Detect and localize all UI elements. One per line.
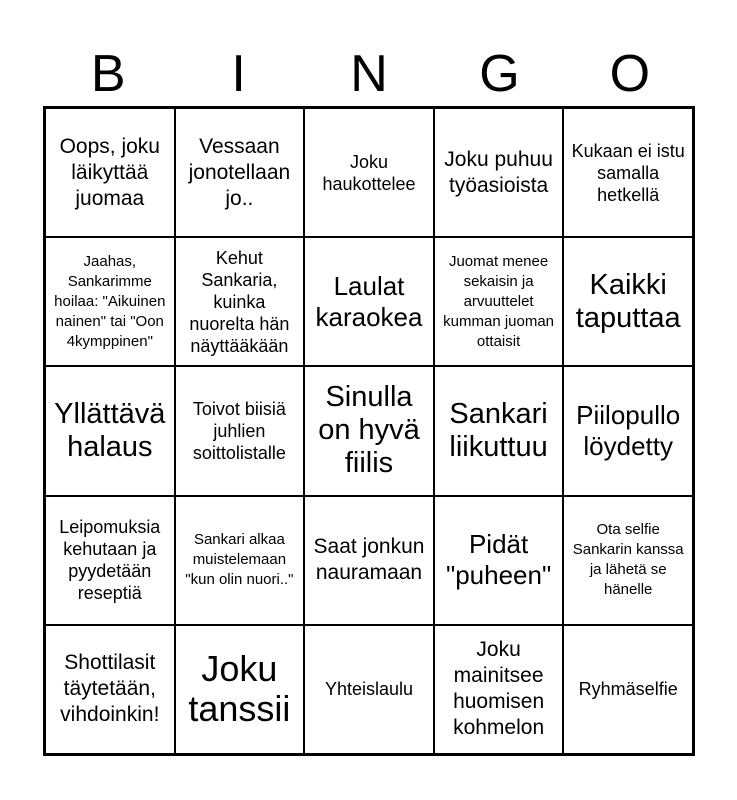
header-letter-g: G (479, 45, 520, 103)
cell-text: Joku tanssii (188, 648, 291, 730)
header-letter-b: B (90, 45, 126, 103)
cell-text: Laulat karaokea (315, 270, 423, 332)
cell-text: Oops, joku läikyttää juomaa (59, 134, 160, 210)
bingo-cell[interactable] (45, 625, 175, 754)
cell-text: Joku puhuu työasioista (444, 147, 553, 197)
cell-text: Piilopullo löydetty (576, 399, 681, 461)
bingo-cell[interactable] (304, 108, 434, 237)
cell-text: Kehut Sankaria, kuinka nuorelta hän näyttääkään (189, 247, 290, 356)
bingo-cell[interactable] (563, 496, 693, 625)
bingo-cell[interactable] (175, 496, 305, 625)
cell-text: Leipomuksia kehutaan ja pyydetään reseptiä (59, 517, 161, 604)
cell-text: Vessaan jonotellaan jo.. (188, 134, 291, 210)
bingo-cell[interactable] (304, 366, 434, 495)
cell-text: Pidät "puheen" (445, 529, 552, 591)
bingo-cell[interactable] (175, 237, 305, 366)
bingo-cell[interactable] (175, 625, 305, 754)
cell-text: Yllättävä halaus (54, 397, 166, 463)
bingo-cell[interactable] (175, 366, 305, 495)
bingo-cell[interactable] (434, 366, 564, 495)
cell-text: Shottilasit täytetään, vihdoinkin! (60, 651, 160, 727)
cell-text: Toivot biisiä juhlien soittolistalle (192, 398, 286, 463)
cell-text: Saat jonkun nauramaan (313, 535, 425, 585)
cell-text: Sankari liikuttuu (449, 397, 548, 463)
bingo-header (43, 44, 695, 104)
cell-text: Sankari alkaa muistelemaan "kun olin nuori.." (185, 531, 294, 589)
bingo-cell[interactable] (45, 366, 175, 495)
bingo-cell[interactable] (304, 496, 434, 625)
bingo-cell[interactable] (45, 237, 175, 366)
bingo-grid (43, 106, 695, 756)
bingo-cell[interactable] (304, 625, 434, 754)
bingo-cell[interactable] (434, 496, 564, 625)
cell-text: Kaikki taputtaa (575, 268, 681, 334)
bingo-cell[interactable] (434, 625, 564, 754)
cell-text: Joku mainitsee huomisen kohmelon (453, 638, 545, 740)
cell-text: Sinulla on hyvä fiilis (318, 381, 420, 480)
cell-text: Juomat menee sekaisin ja arvuuttelet kumman juoman ottaisit (443, 252, 555, 350)
bingo-cell[interactable] (45, 108, 175, 237)
bingo-cell[interactable] (563, 625, 693, 754)
header-letter-i: I (231, 45, 246, 103)
header-letter-o: O (609, 45, 651, 103)
cell-text: Ota selfie Sankarin kanssa ja lähetä se hänelle (572, 521, 684, 599)
bingo-cell[interactable] (563, 237, 693, 366)
bingo-cell[interactable] (434, 237, 564, 366)
bingo-cell[interactable] (45, 496, 175, 625)
bingo-cell[interactable] (304, 237, 434, 366)
bingo-cell[interactable] (175, 108, 305, 237)
cell-text: Ryhmäselfie (578, 679, 678, 700)
cell-text: Kukaan ei istu samalla hetkellä (571, 140, 685, 205)
cell-text: Jaahas, Sankarimme hoilaa: "Aikuinen nainen" tai "Oon 4kymppinen" (54, 252, 166, 350)
header-letter-n: N (350, 45, 388, 103)
bingo-cell[interactable] (563, 108, 693, 237)
cell-text: Yhteislaulu (324, 679, 414, 700)
bingo-cell[interactable] (434, 108, 564, 237)
bingo-cell[interactable] (563, 366, 693, 495)
cell-text: Joku haukottelee (322, 151, 416, 194)
